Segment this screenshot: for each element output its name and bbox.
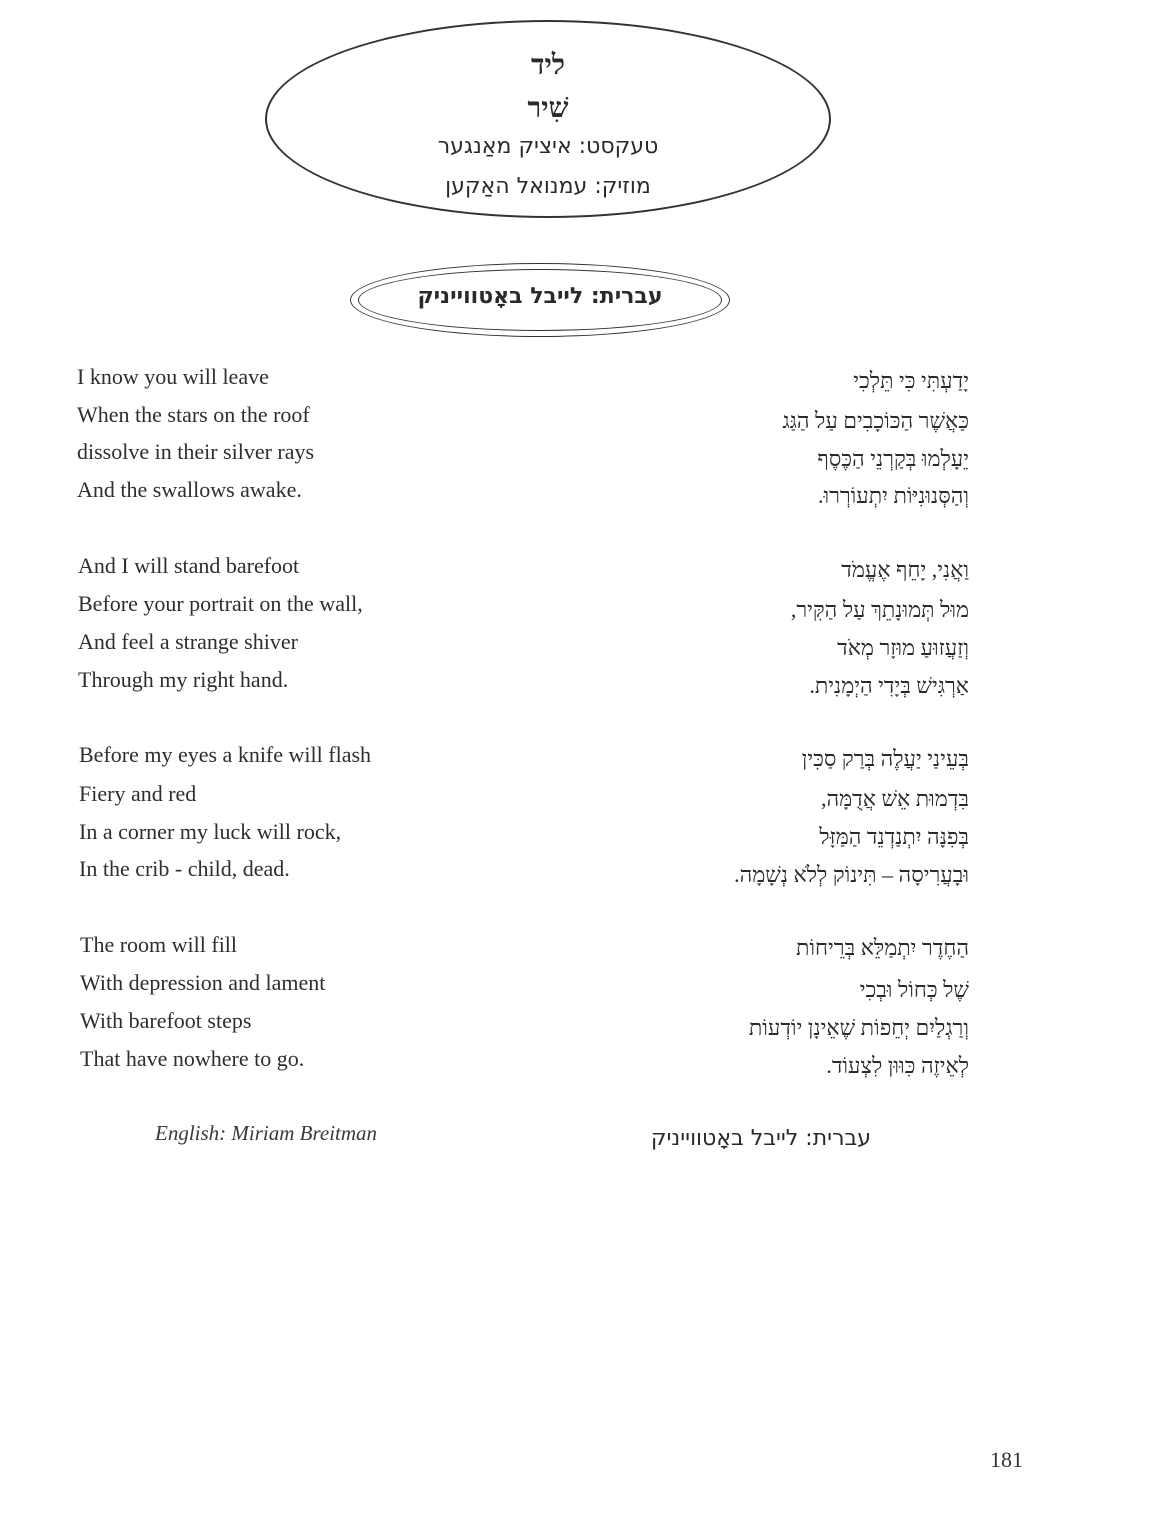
- hebrew-line: יֵעָלְמוּ בְּקַרְנֵי הַכֶּסֶף: [817, 446, 969, 471]
- english-line: And the swallows awake.: [77, 477, 302, 502]
- title-yiddish: ליד: [531, 50, 565, 81]
- english-translator-credit: English: Miriam Breitman: [155, 1121, 378, 1145]
- hebrew-line: הַחֶדֶר יִתְמַלֵּא בְּרֵיחוֹת: [795, 935, 969, 960]
- hebrew-line: יָדַעְתִּי כִּי תֵּלְכִי: [853, 368, 969, 393]
- english-line: I know you will leave: [77, 364, 269, 389]
- english-line: With barefoot steps: [80, 1008, 252, 1033]
- english-line: The room will fill: [80, 932, 238, 957]
- hebrew-line: בְּפִנָּה יִתְנַדְנֵד הַמַּזָּל: [819, 824, 969, 849]
- hebrew-line: לְאֵיזֶה כִּוּוּן לִצְעוֹד.: [826, 1053, 969, 1078]
- title-block: [265, 20, 831, 218]
- text-credit: טעקסט: איציק מאַנגער: [437, 134, 659, 159]
- page-number: 181: [990, 1447, 1023, 1472]
- english-line: In a corner my luck will rock,: [79, 819, 342, 844]
- hebrew-line: בִּדְמוּת אֵשׁ אֲדֻמָּה,: [820, 786, 969, 811]
- hebrew-line: כַּאֲשֶׁר הַכּוֹכָבִים עַל הַגַּג: [782, 408, 969, 433]
- english-line: When the stars on the roof: [77, 402, 310, 427]
- hebrew-line: וּבָעֲרִיסָה – תִּינוֹק לְלֹא נְשָׁמָה.: [734, 862, 969, 887]
- hebrew-line: וְרַגְלַיִם יְחֵפוֹת שֶׁאֵינָן יוֹדְעוֹת: [748, 1015, 969, 1040]
- hebrew-translator-credit: עברית: לייבל באָטווייניק: [650, 1126, 871, 1151]
- hebrew-line: בְּעֵינַי יַעֲלֶה בְּרַק סַכִּין: [801, 746, 969, 771]
- english-line: dissolve in their silver rays: [77, 439, 315, 464]
- english-line: Before my eyes a knife will flash: [79, 742, 372, 767]
- english-line: And I will stand barefoot: [78, 553, 300, 578]
- english-line: And feel a strange shiver: [78, 629, 298, 654]
- hebrew-line: שֶׁל כְּחוֹל וּבְכִי: [859, 977, 969, 1002]
- english-line: In the crib - child, dead.: [79, 856, 290, 881]
- translator-badge: עברית: לייבל באָטווייניק: [417, 284, 663, 309]
- english-line: Through my right hand.: [78, 667, 289, 692]
- title-hebrew: שִׁיר: [527, 93, 569, 124]
- english-line: With depression and lament: [80, 970, 326, 995]
- english-line: That have nowhere to go.: [80, 1046, 305, 1071]
- hebrew-line: וַאֲנִי, יָחֵף אֶעֱמֹד: [841, 557, 969, 582]
- hebrew-line: וְהַסְּנוּנִיּוֹת יִתְעוֹרְרוּ.: [817, 483, 969, 508]
- hebrew-line: אַרְגִּישׁ בְּיָדִי הַיְמָנִית.: [809, 673, 969, 698]
- english-line: Before your portrait on the wall,: [78, 591, 363, 616]
- english-line: Fiery and red: [79, 781, 197, 806]
- music-credit: מוזיק: עמנואל האַקען: [445, 174, 651, 199]
- hebrew-line: וְזַעֲזוּעַ מוּזָר מְאֹד: [837, 635, 969, 660]
- hebrew-line: מוּל תְּמוּנָתֵךְ עַל הַקִּיר,: [790, 597, 969, 622]
